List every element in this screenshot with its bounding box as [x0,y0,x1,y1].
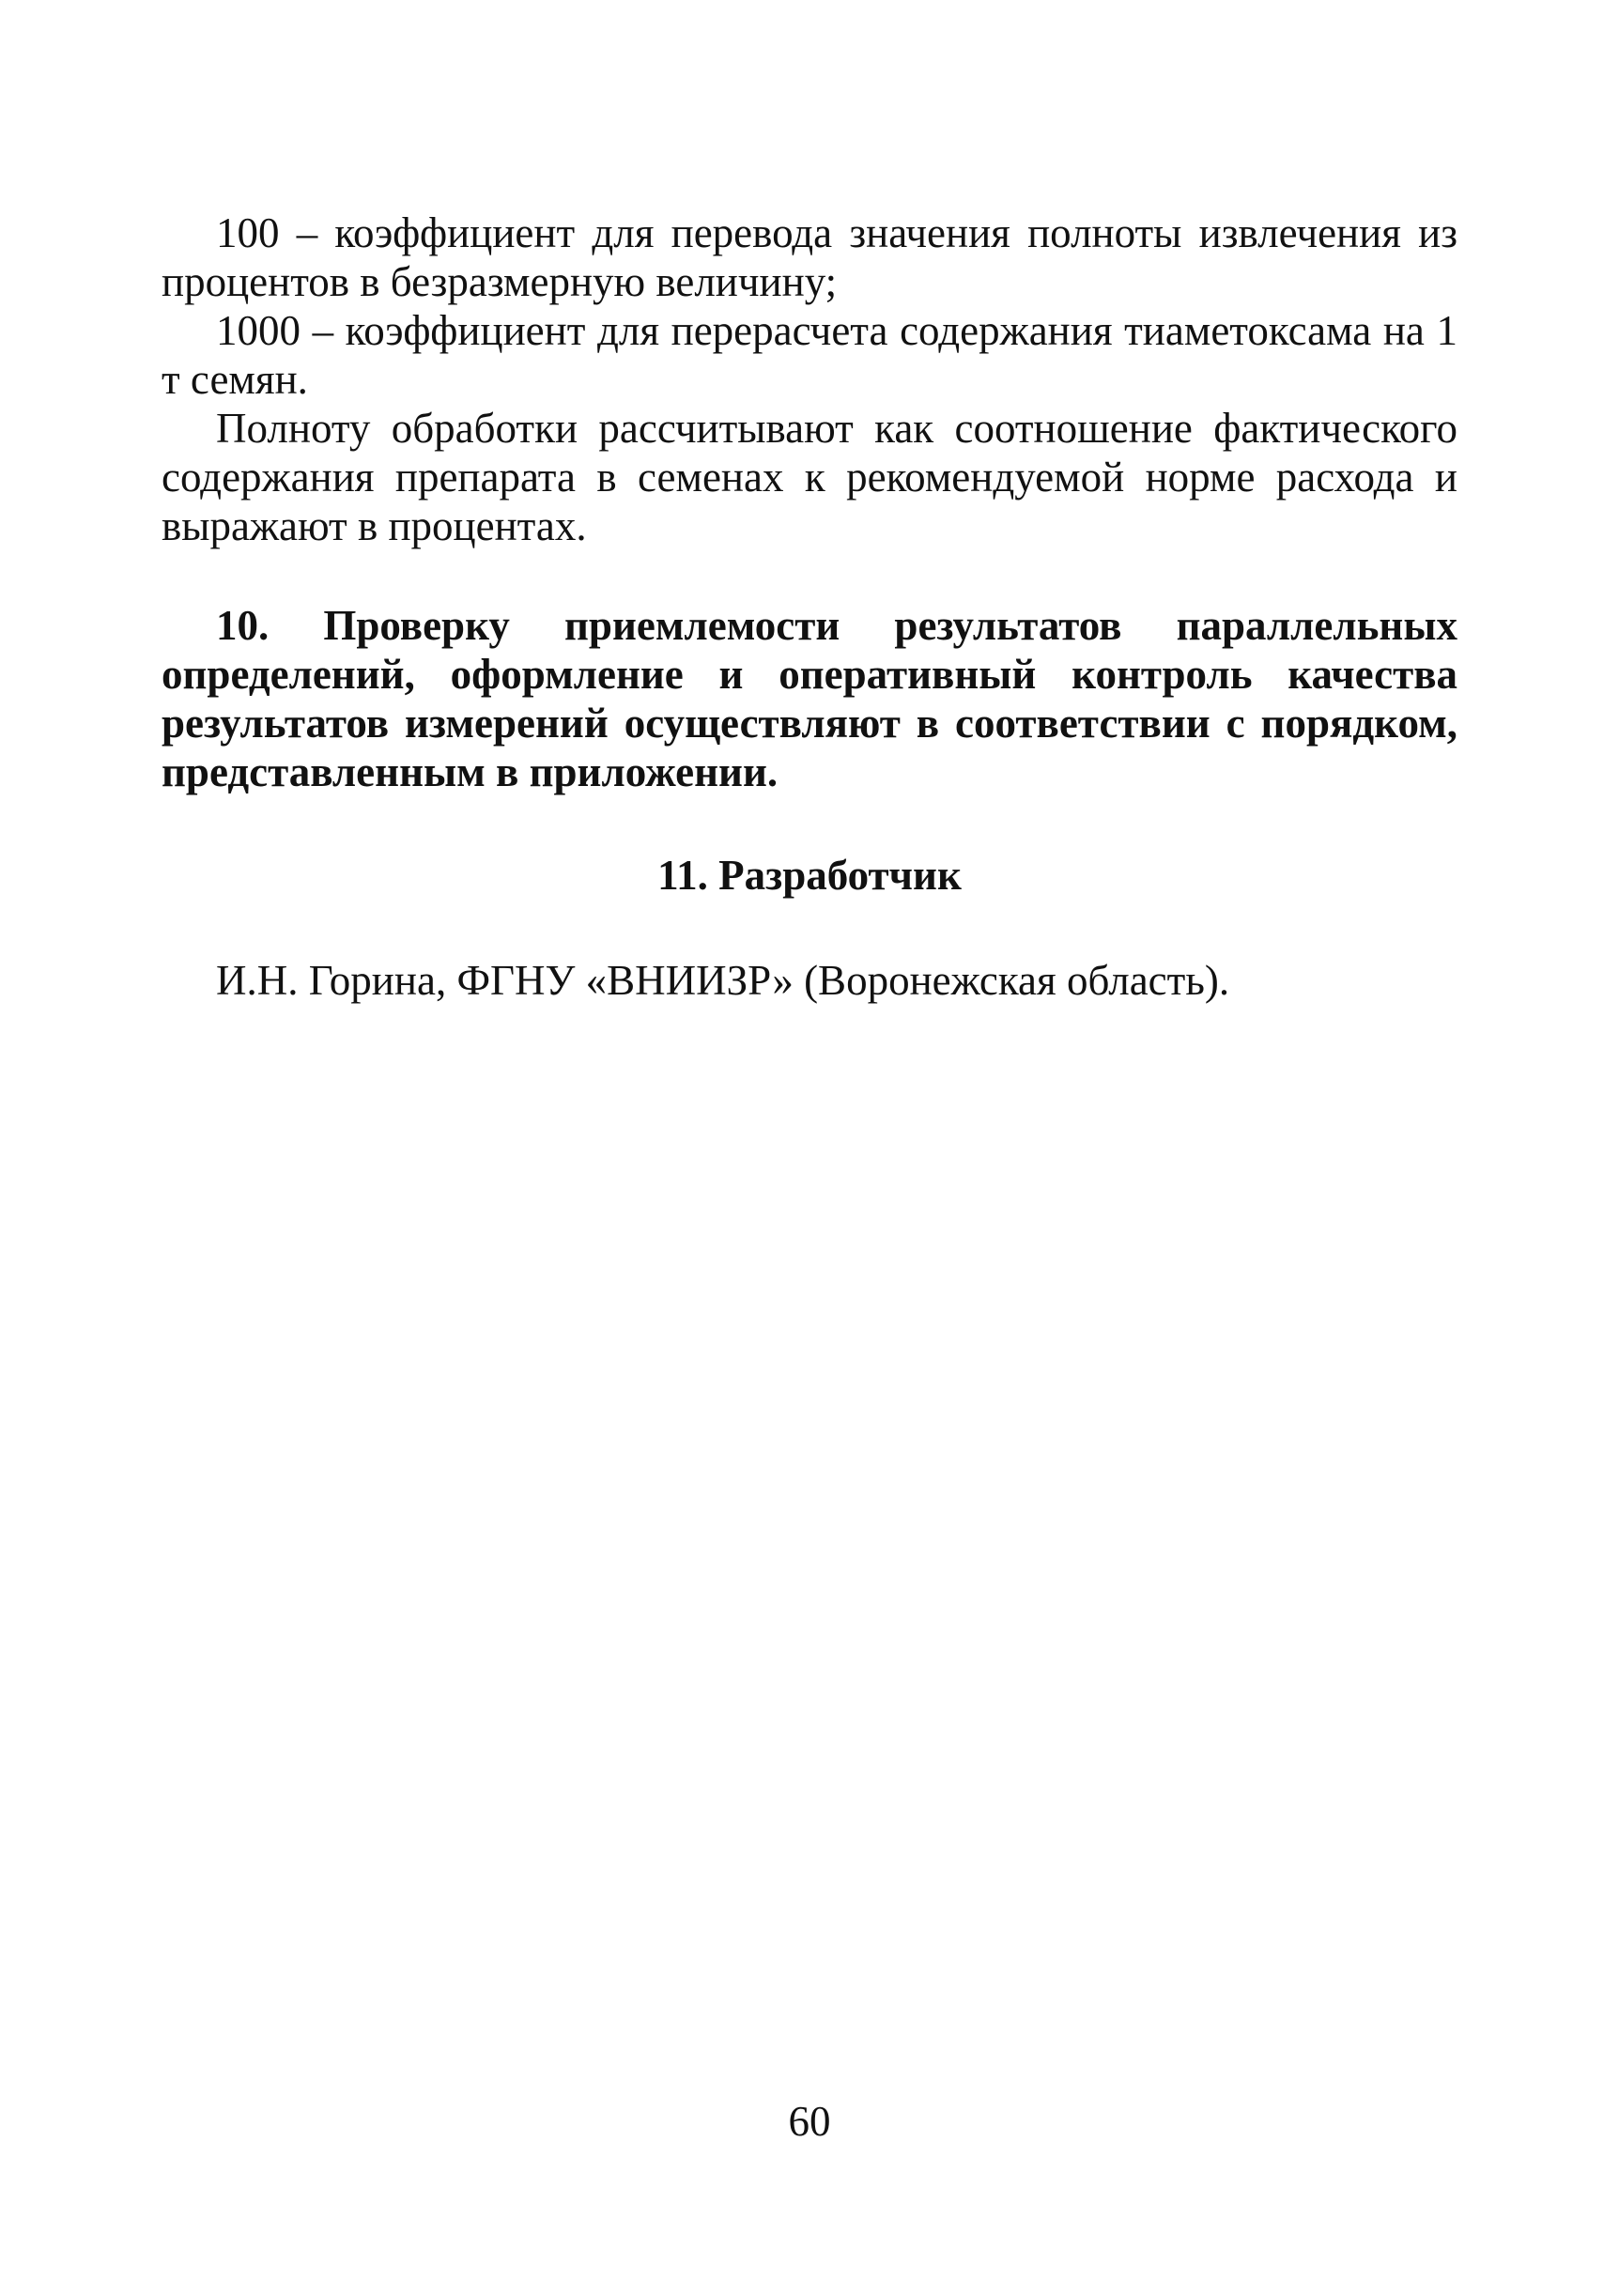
paragraph-coefficient-1000: 1000 – коэффициент для перерасчета содержания тиаметоксама на 1 т семян. [162,307,1457,403]
developer-text: И.Н. Горина, ФГНУ «ВНИИЗР» (Воронежская область). [216,957,1230,1004]
page-content [162,208,1457,1005]
paragraph-treatment-completeness: Полноту обработки рассчитывают как соотношение фактического содержания препарата в семенах к рекомендуемой норме расхода и выражают в процентах. [162,405,1457,549]
page-number: 60 [788,2098,831,2145]
section-10-text: 10. Проверку приемлемости результатов параллельных определений, оформление и оперативный контроль качества результатов измерений осуществляют в соответствии с порядком, представленным в приложении. [162,602,1457,795]
paragraph-coefficient-100: 100 – коэффициент для перевода значения полноты извлечения из процентов в безразмерную величину; [162,209,1457,305]
section-11-heading: 11. Разработчик [657,852,962,899]
